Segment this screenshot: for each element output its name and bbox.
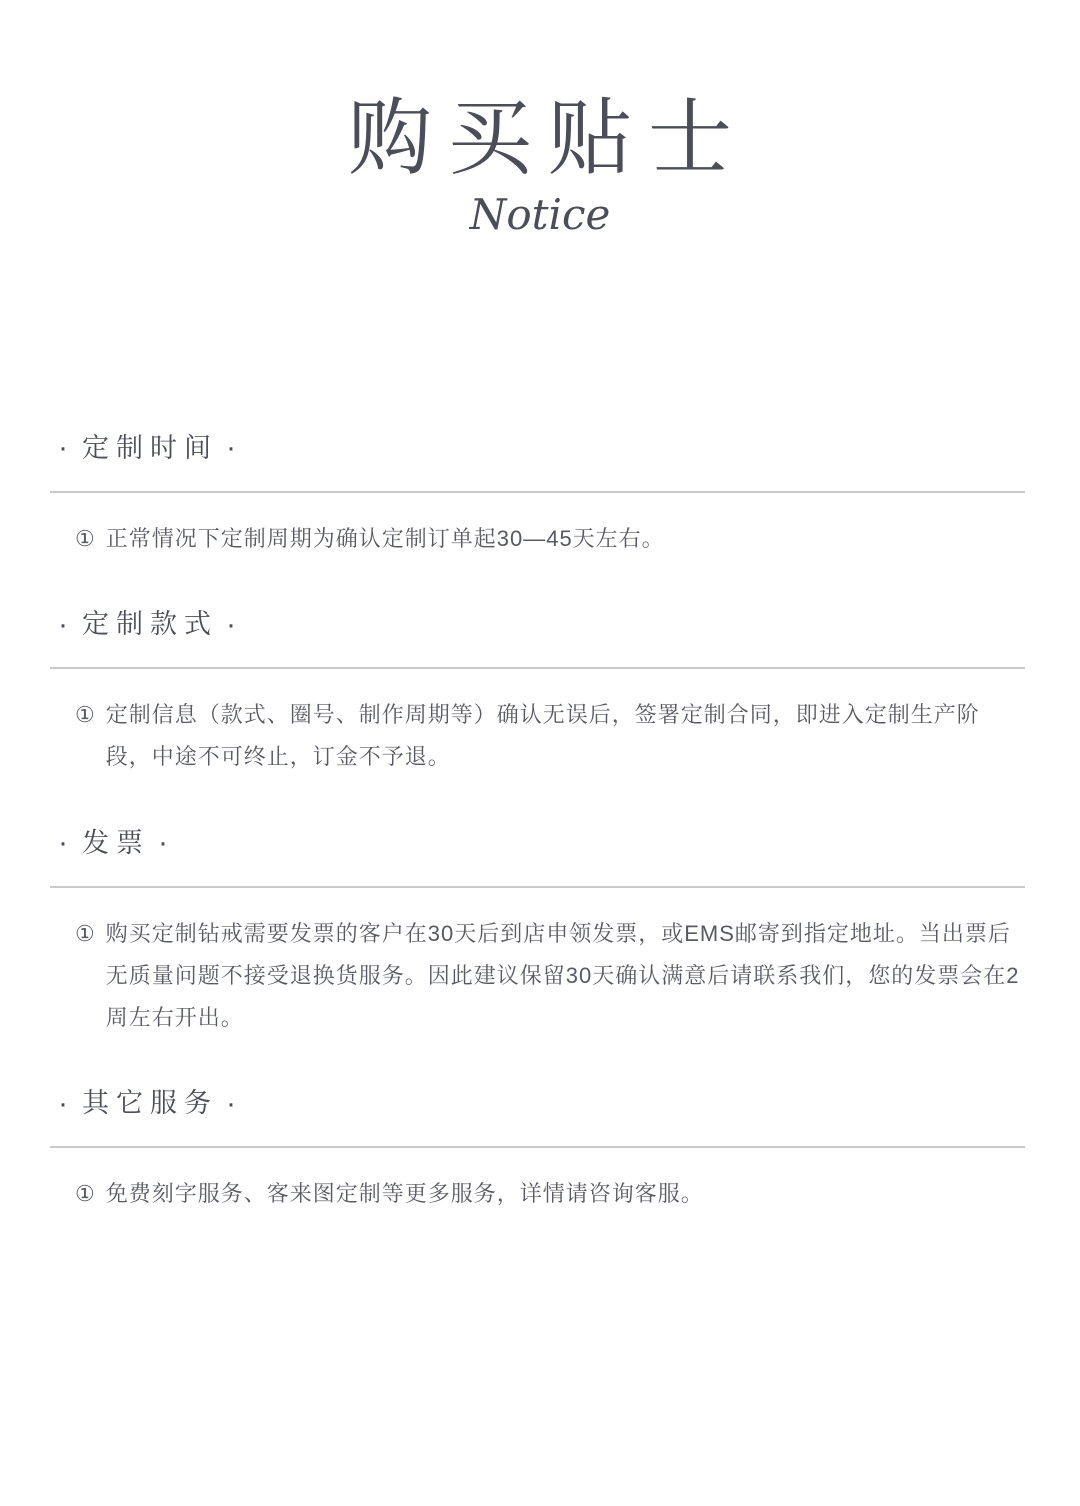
section-heading: [50, 608, 1025, 643]
heading-dot-icon: ·: [226, 431, 236, 465]
heading-dot-icon: ·: [58, 607, 68, 641]
heading-dot-icon: ·: [58, 1086, 68, 1120]
section-custom-time: [50, 431, 1025, 560]
section-heading-label: 发票: [82, 827, 150, 858]
page-subtitle: Notice: [469, 189, 611, 239]
heading-dot-icon: ·: [58, 826, 68, 860]
notice-content: [50, 431, 1025, 1215]
section-heading-label: 其它服务: [82, 1088, 218, 1119]
list-item: [50, 1173, 1025, 1215]
list-item: [50, 913, 1025, 1039]
heading-dot-icon: ·: [226, 607, 236, 641]
page-header: [0, 0, 1080, 239]
item-number-icon: ①: [75, 525, 95, 551]
item-text: 正常情况下定制周期为确认定制订单起30—45天左右。: [105, 525, 665, 551]
section-heading-label: 定制时间: [82, 432, 218, 463]
section-heading-label: 定制款式: [82, 609, 218, 640]
item-number-icon: ①: [75, 1181, 95, 1207]
section-heading: [50, 826, 1025, 861]
section-divider: [50, 491, 1025, 493]
heading-dot-icon: ·: [58, 431, 68, 465]
section-heading: [50, 431, 1025, 466]
list-item: [50, 694, 1025, 778]
item-number-icon: ①: [75, 920, 95, 946]
section-divider: [50, 886, 1025, 888]
section-other-services: [50, 1087, 1025, 1216]
item-text: 定制信息（款式、圈号、制作周期等）确认无误后，签署定制合同，即进入定制生产阶段，中途不可终止，订金不予退。: [105, 702, 980, 770]
item-number-icon: ①: [75, 702, 95, 728]
section-divider: [50, 1146, 1025, 1148]
item-text: 免费刻字服务、客来图定制等更多服务，详情请咨询客服。: [105, 1181, 704, 1207]
page-title: 购买贴士: [347, 91, 748, 185]
list-item: [50, 518, 1025, 560]
item-text: 购买定制钻戒需要发票的客户在30天后到店申领发票，或EMS邮寄到指定地址。当出票后无质量问题不接受退换货服务。因此建议保留30天确认满意后请联系我们，您的发票会在2周左右开出。: [105, 920, 1020, 1030]
section-invoice: [50, 826, 1025, 1039]
section-divider: [50, 667, 1025, 669]
heading-dot-icon: ·: [226, 1086, 236, 1120]
section-custom-style: [50, 608, 1025, 779]
heading-dot-icon: ·: [158, 826, 168, 860]
section-heading: [50, 1087, 1025, 1122]
